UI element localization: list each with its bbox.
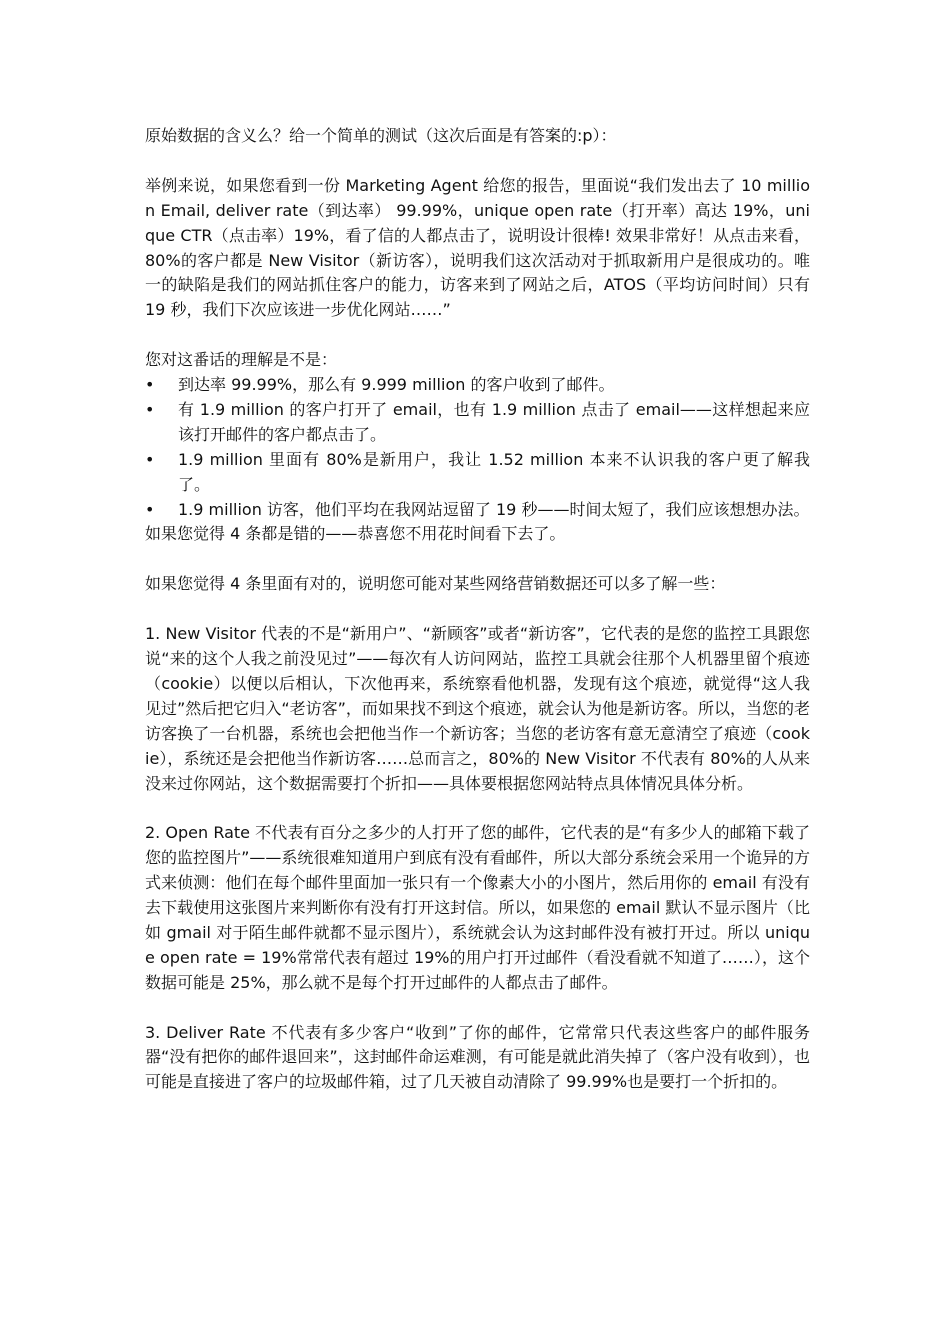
bullet-icon: • bbox=[145, 399, 155, 419]
point-2-paragraph: 2. Open Rate 不代表有百分之多少的人打开了您的邮件，它代表的是“有多少人的邮箱下载了您的监控图片”——系统很难知道用户到底有没有看邮件，所以大部分系统会采用一个诡异的方式来侦测：他们在每个邮件里面加一张只有一个像素大小的小图片，然后用你的 email 有没有去下载使用这张图片来判断你有没有打开这封信。所以，如果您的 email 默认不显示图片（比如 gmail 对于陌生邮件就都不显示图片），系统就会认为这封邮件没有被打开过。所以 unique open rate = 19%常常代表有超过 19%的用户打开过邮件（看没看就不知道了……），这个数据可能是 25%，那么就不是每个打开过邮件的人都点击了邮件。 bbox=[145, 823, 810, 992]
paragraph-gap bbox=[145, 597, 810, 622]
example-paragraph: 举例来说，如果您看到一份 Marketing Agent 给您的报告，里面说“我们发出去了 10 million Email, deliver rate（到达率） 99.99%，unique open rate（打开率）高达 19%，unique CTR（点击率）19%，看了信的人都点击了，说明设计很棒! 效果非常好！从点击来看，80%的客户都是 New Visitor（新访客），说明我们这次活动对于抓取新用户是很成功的。唯一的缺陷是我们的网站抓住客户的能力，访客来到了网站之后，ATOS（平均访问时间）只有 19 秒，我们下次应该进一步优化网站……” bbox=[145, 175, 810, 320]
list-item bbox=[145, 448, 810, 498]
some-right-paragraph: 如果您觉得 4 条里面有对的，说明您可能对某些网络营销数据还可以多了解一些： bbox=[145, 574, 726, 594]
paragraph-gap bbox=[145, 796, 810, 821]
bullet-text: 有 1.9 million 的客户打开了 email，也有 1.9 million 点击了 email——这样想起来应该打开邮件的客户都点击了。 bbox=[178, 399, 810, 444]
bullet-icon: • bbox=[145, 375, 155, 395]
document-page bbox=[145, 124, 810, 1095]
paragraph-gap bbox=[145, 149, 810, 174]
intro-paragraph: 原始数据的含义么？给一个简单的测试（这次后面是有答案的:p）： bbox=[145, 126, 617, 145]
question-paragraph: 您对这番话的理解是不是： bbox=[145, 350, 338, 370]
bullet-text: 1.9 million 访客，他们平均在我网站逗留了 19 秒——时间太短了，我们应该想想办法。 bbox=[178, 499, 810, 519]
point-3-paragraph: 3. Deliver Rate 不代表有多少客户“收到”了你的邮件，它常常只代表这些客户的邮件服务器“没有把你的邮件退回来”，这封邮件命运难测，有可能是就此消失掉了（客户没有收到），也可能是直接进了客户的垃圾邮件箱，过了几天被自动清除了 99.99%也是要打一个折扣的。 bbox=[145, 1022, 810, 1092]
bullet-text: 到达率 99.99%，那么有 9.999 million 的客户收到了邮件。 bbox=[178, 375, 615, 395]
paragraph-gap bbox=[145, 547, 810, 572]
paragraph-gap bbox=[145, 323, 810, 348]
list-item bbox=[145, 498, 810, 523]
list-item bbox=[145, 398, 810, 448]
bullet-icon: • bbox=[145, 499, 155, 519]
bullet-icon: • bbox=[145, 449, 155, 469]
point-1-paragraph: 1. New Visitor 代表的不是“新用户”、“新顾客”或者“新访客”，它代表的是您的监控工具跟您说“来的这个人我之前没见过”——每次有人访问网站，监控工具就会往那个人机器里留个痕迹（cookie）以便以后相认，下次他再来，系统察看他机器，发现有这个痕迹，就觉得“这人我见过”然后把它归入“老访客”，而如果找不到这个痕迹，就会认为他是新访客。所以，当您的老访客换了一台机器，系统也会把他当作一个新访客；当您的老访客有意无意清空了痕迹（cookie），系统还是会把他当作新访客……总而言之，80%的 New Visitor 不代表有 80%的人从来没来过你网站，这个数据需要打个折扣——具体要根据您网站特点具体情况具体分析。 bbox=[145, 624, 810, 793]
all-wrong-paragraph: 如果您觉得 4 条都是错的——恭喜您不用花时间看下去了。 bbox=[145, 524, 566, 544]
bullet-list bbox=[145, 373, 810, 522]
list-item bbox=[145, 373, 810, 398]
paragraph-gap bbox=[145, 996, 810, 1021]
bullet-text: 1.9 million 里面有 80%是新用户，我让 1.52 million 本来不认识我的客户更了解我了。 bbox=[178, 449, 810, 494]
